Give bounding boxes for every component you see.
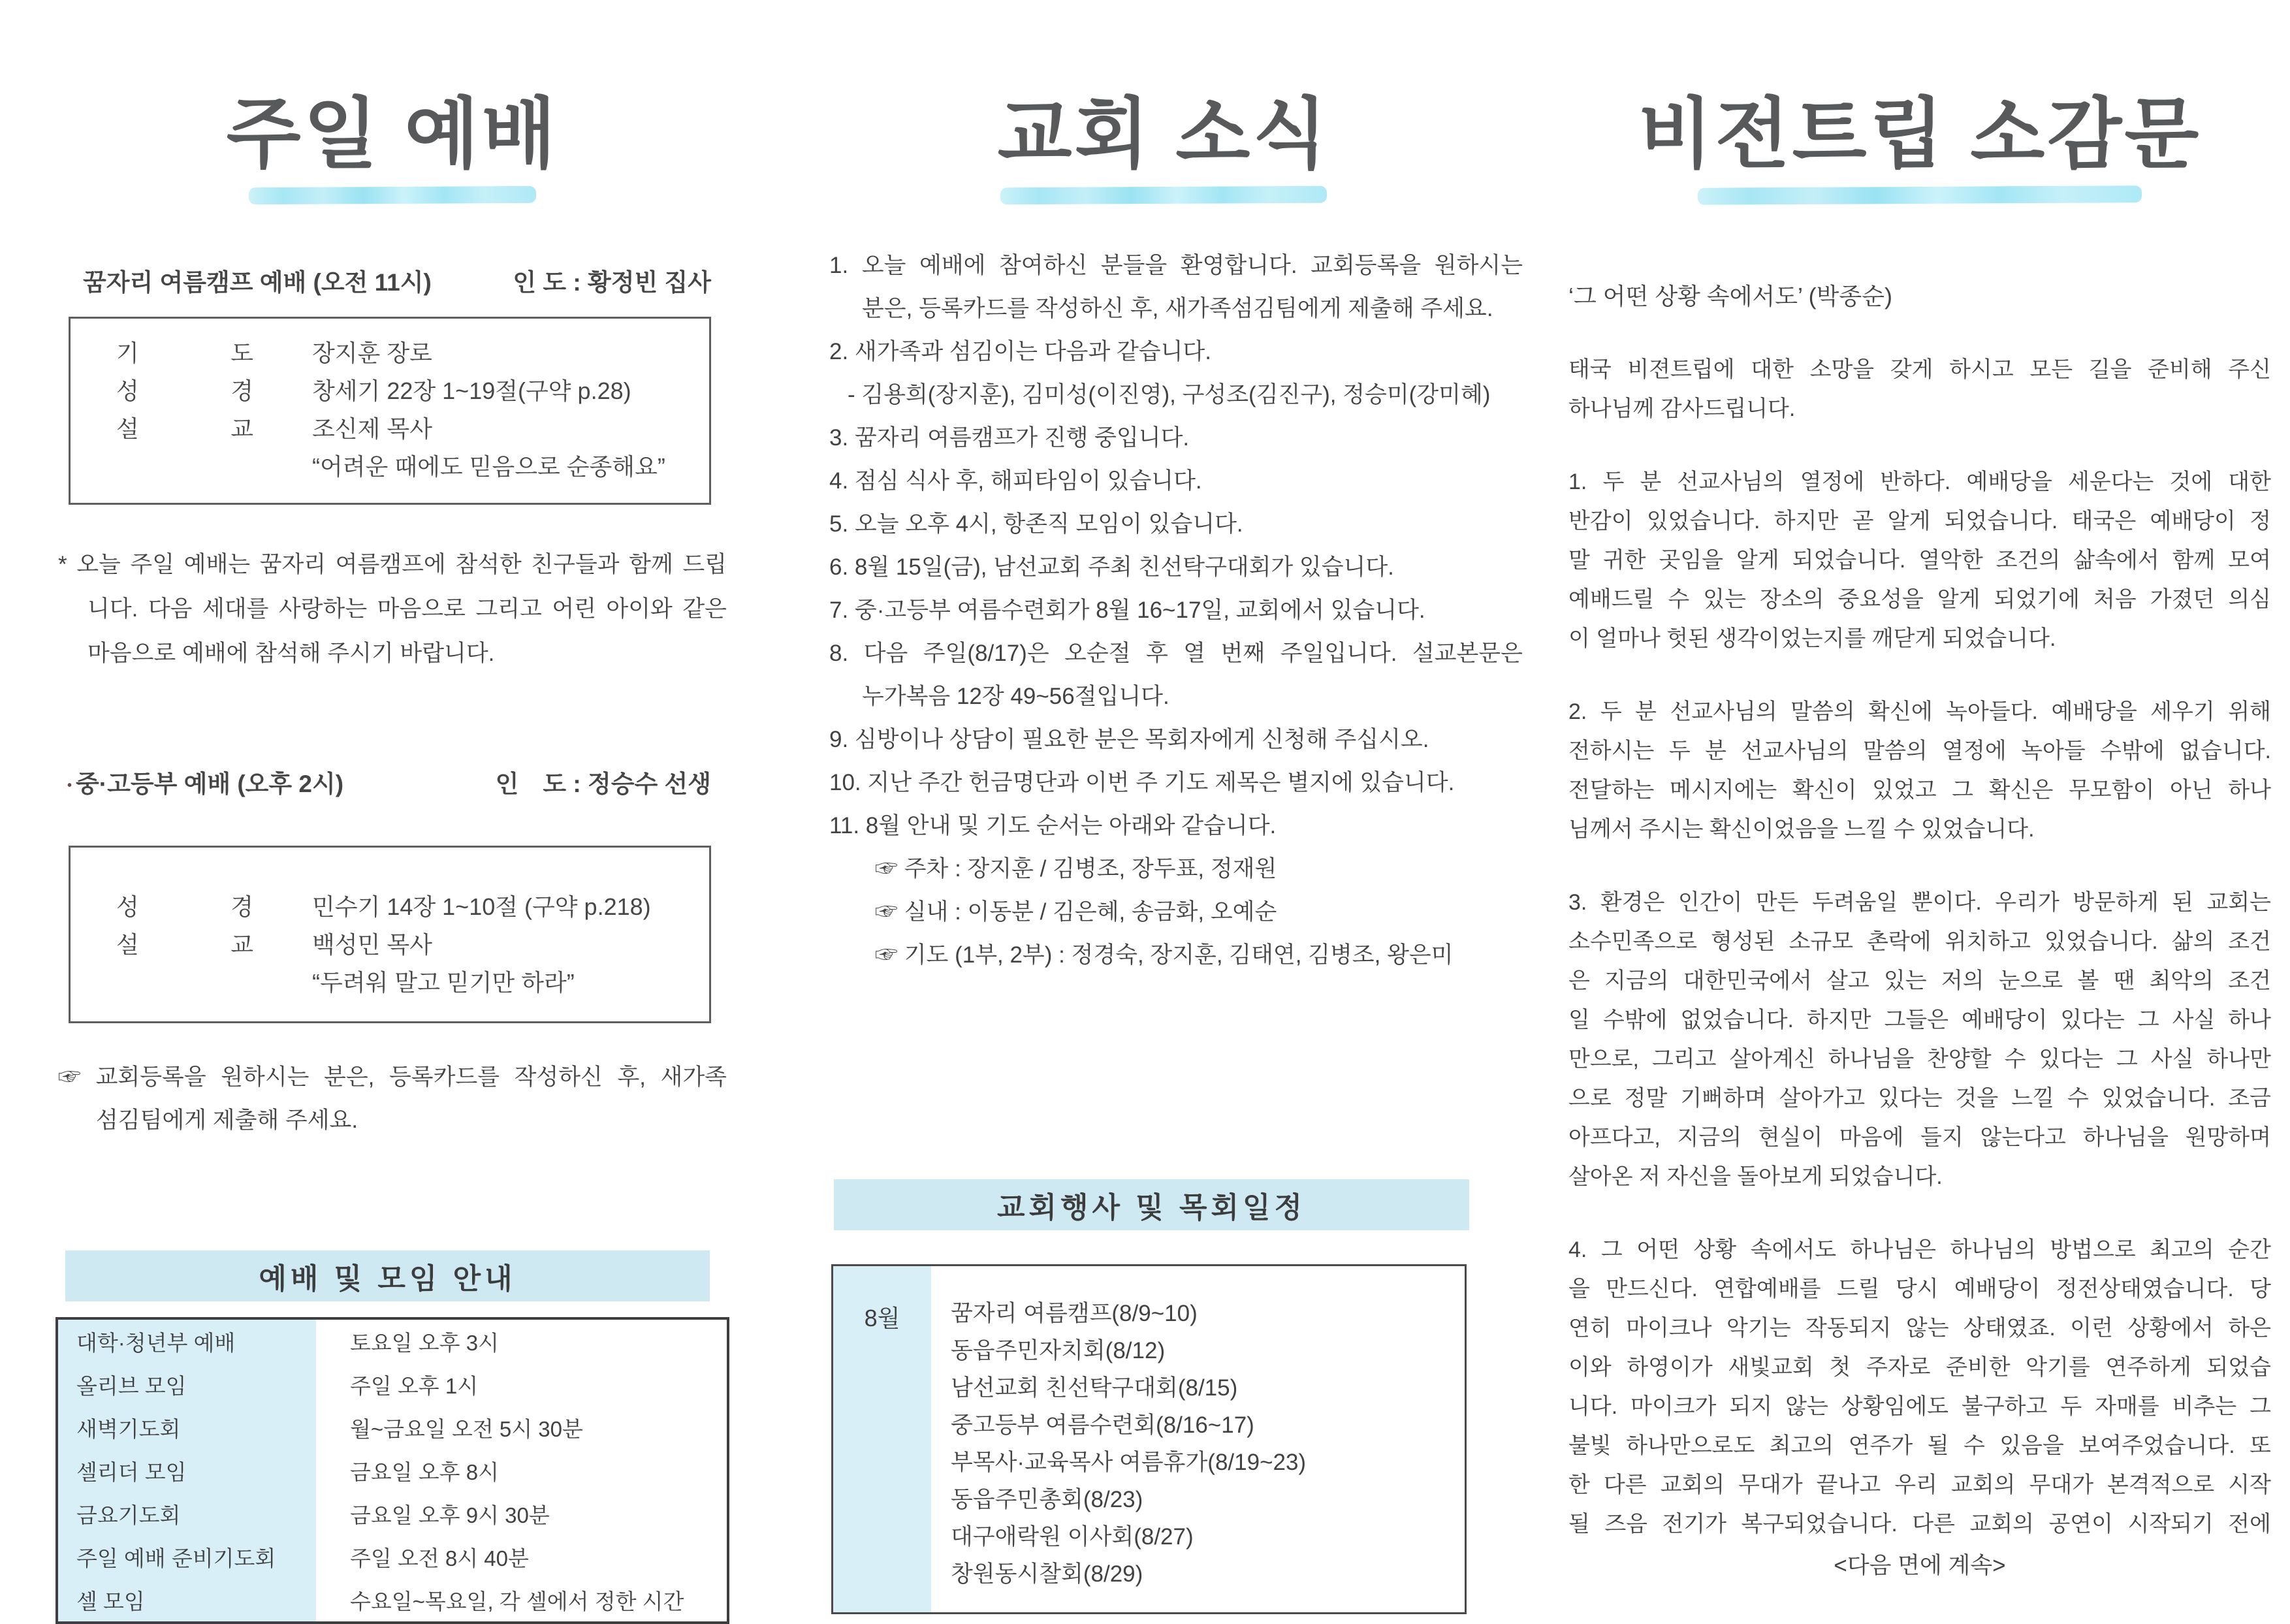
table-row bbox=[58, 1363, 727, 1406]
order-row-sermon-title bbox=[116, 448, 697, 486]
service2-header bbox=[56, 767, 729, 803]
bullet-icon: • bbox=[67, 778, 72, 793]
meeting-time: 주일 오전 8시 40분 bbox=[350, 1546, 529, 1570]
page-title-sunday-worship: 주일 예배 bbox=[226, 91, 559, 178]
essay-line: 아프다고, 지금의 현실이 마음에 들지 않는다고 하나님을 원망하며 bbox=[1568, 1125, 2271, 1151]
news-item: 6. 8월 15일(금), 남선교회 주최 친선탁구대회가 있습니다. bbox=[829, 554, 1394, 581]
note-line: 니다. 다음 세대를 사랑하는 마음으로 그리고 어린 아이와 같은 bbox=[87, 596, 727, 622]
essay-line: 님께서 주시는 확신이었음을 느낄 수 있었습니다. bbox=[1568, 817, 2035, 842]
table-row bbox=[58, 1320, 727, 1363]
service1-header bbox=[56, 266, 729, 300]
meeting-time: 월~금요일 오전 5시 30분 bbox=[350, 1416, 583, 1441]
schedule-header-bar: 교회행사 및 목회일정 bbox=[834, 1179, 1469, 1230]
news-item: 4. 점심 식사 후, 해피타임이 있습니다. bbox=[829, 468, 1202, 494]
schedule-event: 동읍주민총회(8/23) bbox=[951, 1487, 1143, 1513]
essay-line: 태국 비젼트립에 대한 소망을 갖게 하시고 모든 길을 준비해 주신 bbox=[1568, 357, 2271, 383]
column-church-news bbox=[804, 0, 1523, 1620]
sermon-title: “어려운 때에도 믿음으로 순종해요” bbox=[312, 453, 665, 481]
essay-line: 말 귀한 곳임을 알게 되었습니다. 열악한 조건의 삶속에서 함께 모여 bbox=[1568, 548, 2271, 573]
order-value: 조신제 목사 bbox=[312, 415, 432, 443]
news-item: 5. 오늘 오후 4시, 항존직 모임이 있습니다. bbox=[829, 511, 1243, 537]
news-item: 10. 지난 주간 헌금명단과 이번 주 기도 제목은 별지에 있습니다. bbox=[829, 770, 1455, 796]
essay-line: 하나님께 감사드립니다. bbox=[1568, 396, 1796, 422]
schedule-event: 대구애락원 이사회(8/27) bbox=[951, 1524, 1194, 1550]
news-list bbox=[804, 244, 1523, 977]
meeting-name: 올리브 모임 bbox=[58, 1363, 316, 1406]
news-hand-item: ☞ 기도 (1부, 2부) : 정경숙, 장지훈, 김태연, 김병조, 왕은미 bbox=[875, 942, 1454, 968]
order-row-sermon-title bbox=[116, 964, 697, 1002]
meeting-time: 주일 오후 1시 bbox=[350, 1373, 479, 1398]
news-item: 2. 새가족과 섬김이는 다음과 같습니다. bbox=[829, 339, 1211, 365]
table-row bbox=[58, 1578, 727, 1621]
order-value: 장지훈 장로 bbox=[312, 340, 432, 367]
news-subitem: - 김용희(장지훈), 김미성(이진영), 구성조(김진구), 정승미(강미혜) bbox=[848, 382, 1491, 408]
registration-line: 섬김팀에게 제출해 주세요. bbox=[96, 1107, 358, 1134]
order-label bbox=[116, 964, 253, 1002]
essay-paragraph-3 bbox=[1568, 883, 2271, 1196]
meeting-name: 주일 예배 준비기도회 bbox=[58, 1535, 316, 1578]
order-value: 창세기 22장 1~19절(구약 p.28) bbox=[312, 377, 631, 405]
essay-paragraph-intro bbox=[1568, 350, 2271, 428]
essay-line: 소수민족으로 형성된 소규모 촌락에 위치하고 있었습니다. 삶의 조건 bbox=[1568, 929, 2271, 955]
essay-line: 살아온 저 자신을 돌아보게 되었습니다. bbox=[1568, 1164, 1943, 1190]
news-item: 3. 꿈자리 여름캠프가 진행 중입니다. bbox=[829, 425, 1190, 451]
schedule-event: 동읍주민자치회(8/12) bbox=[951, 1338, 1166, 1364]
schedule-table bbox=[831, 1264, 1467, 1614]
news-item: 7. 중·고등부 여름수련회가 8월 16~17일, 교회에서 있습니다. bbox=[829, 597, 1425, 624]
schedule-event: 창원동시찰회(8/29) bbox=[951, 1561, 1143, 1587]
page-title-church-news: 교회 소식 bbox=[997, 91, 1330, 178]
order-row bbox=[116, 334, 697, 372]
meeting-guide-table bbox=[56, 1317, 729, 1624]
news-hand-item: ☞ 주차 : 장지훈 / 김병조, 장두표, 정재원 bbox=[875, 856, 1277, 882]
meeting-time: 토요일 오후 3시 bbox=[350, 1330, 499, 1355]
order-label: 기 도 bbox=[116, 340, 253, 367]
schedule-event: 꿈자리 여름캠프(8/9~10) bbox=[951, 1301, 1198, 1327]
meeting-name: 셀리더 모임 bbox=[58, 1449, 316, 1492]
essay-line: 될 즈음 전기가 복구되었습니다. 다른 교회의 공연이 시작되기 전에 bbox=[1568, 1512, 2271, 1537]
essay-line: 4. 그 어떤 상황 속에서도 하나님은 하나님의 방법으로 최고의 순간 bbox=[1568, 1237, 2271, 1263]
news-item-continued: 분은, 등록카드를 작성하신 후, 새가족섬김팀에게 제출해 주세요. bbox=[862, 296, 1493, 322]
essay-line: 으로 정말 기뻐하며 살아가고 있다는 것을 느낄 수 있었습니다. 조금 bbox=[1568, 1086, 2271, 1111]
service1-order-box bbox=[69, 317, 711, 505]
news-item: 8. 다음 주일(8/17)은 오순절 후 열 번째 주일입니다. 설교본문은 bbox=[829, 641, 1523, 667]
essay-line: 3. 환경은 인간이 만든 두려움일 뿐이다. 우리가 방문하게 된 교회는 bbox=[1568, 890, 2271, 915]
news-item: 9. 심방이나 상담이 필요한 분은 목회자에게 신청해 주십시오. bbox=[829, 727, 1429, 753]
essay-line: 연히 마이크나 악기는 작동되지 않는 상태였죠. 이런 상황에서 하은 bbox=[1568, 1316, 2271, 1341]
order-row bbox=[116, 926, 697, 964]
essay-line: 불빛 하나만으로도 최고의 연주가 될 수 있음을 보여주었습니다. 또 bbox=[1568, 1433, 2271, 1459]
schedule-events bbox=[931, 1266, 1312, 1612]
essay-line: 반감이 있었습니다. 하지만 곧 알게 되었습니다. 태국은 예배당이 정 bbox=[1568, 509, 2271, 534]
order-value: 민수기 14장 1~10절 (구약 p.218) bbox=[312, 893, 651, 921]
essay-line: 니다. 마이크가 되지 않는 상황임에도 불구하고 두 자매를 비추는 그 bbox=[1568, 1394, 2271, 1420]
essay-paragraph-1 bbox=[1568, 462, 2271, 658]
essay-line: 이 얼마나 헛된 생각이었는지를 깨닫게 되었습니다. bbox=[1568, 626, 2056, 652]
service2-name: • 중·고등부 예배 (오후 2시) bbox=[67, 771, 344, 798]
essay-line: 예배드릴 수 있는 장소의 중요성을 알게 되었기에 처음 가졌던 의심 bbox=[1568, 587, 2271, 613]
order-label: 성 경 bbox=[116, 377, 253, 405]
essay-line: 전달하는 메시지에는 확신이 있었고 그 확신은 무모함이 아닌 하나 bbox=[1568, 778, 2271, 803]
news-item-continued: 누가복음 12장 49~56절입니다. bbox=[862, 684, 1169, 710]
essay-line: 1. 두 분 선교사님의 열정에 반하다. 예배당을 세운다는 것에 대한 bbox=[1568, 470, 2271, 495]
meeting-name: 대학·청년부 예배 bbox=[58, 1320, 316, 1363]
news-hand-item: ☞ 실내 : 이동분 / 김은혜, 송금화, 오예순 bbox=[875, 899, 1277, 925]
order-row bbox=[116, 888, 697, 926]
table-row bbox=[58, 1535, 727, 1578]
table-row bbox=[58, 1449, 727, 1492]
page-title-visiontrip: 비전트립 소감문 bbox=[1638, 91, 2202, 178]
table-row bbox=[58, 1492, 727, 1535]
service2-order-box bbox=[69, 846, 711, 1023]
title-underline-scribble bbox=[1000, 186, 1327, 205]
service1-name: 꿈자리 여름캠프 예배 (오전 11시) bbox=[83, 269, 432, 296]
continued-next-page-note: <다음 면에 계속> bbox=[1834, 1553, 2006, 1579]
essay-paragraph-4 bbox=[1568, 1230, 2271, 1544]
order-label: 설 교 bbox=[116, 931, 253, 959]
service2-leader: 인 도 : 정승수 선생 bbox=[495, 771, 711, 798]
worship-note bbox=[58, 543, 727, 676]
news-item: 1. 오늘 예배에 참여하신 분들을 환영합니다. 교회등록을 원하시는 bbox=[829, 253, 1523, 279]
sermon-title: “두려워 말고 믿기만 하라” bbox=[312, 969, 575, 996]
guide-header-bar: 예배 및 모임 안내 bbox=[65, 1250, 710, 1301]
schedule-event: 부목사·교육목사 여름휴가(8/19~23) bbox=[951, 1450, 1307, 1476]
order-value: 백성민 목사 bbox=[312, 931, 432, 959]
essay-line: 전하시는 두 분 선교사님의 말씀의 열정에 녹아들 수밖에 없습니다. bbox=[1568, 739, 2271, 764]
meeting-time: 금요일 오후 8시 bbox=[350, 1459, 499, 1484]
essay-line: 이와 하영이가 새빛교회 첫 주자로 준비한 악기를 연주하게 되었습 bbox=[1568, 1355, 2271, 1380]
essay-line: 만으로, 그리고 살아계신 하나님을 찬양할 수 있다는 그 사실 하나만 bbox=[1568, 1047, 2271, 1072]
service1-leader: 인 도 : 황정빈 집사 bbox=[513, 269, 711, 296]
meeting-time: 금요일 오후 9시 30분 bbox=[350, 1503, 550, 1527]
order-label: 성 경 bbox=[116, 893, 253, 921]
registration-line: ☞ 교회등록을 원하시는 분은, 등록카드를 작성하신 후, 새가족 bbox=[58, 1064, 727, 1091]
schedule-event: 중고등부 여름수련회(8/16~17) bbox=[951, 1412, 1254, 1439]
meeting-name: 셀 모임 bbox=[58, 1578, 316, 1621]
order-label: 설 교 bbox=[116, 415, 253, 443]
order-row bbox=[116, 372, 697, 410]
schedule-event: 남선교회 친선탁구대회(8/15) bbox=[951, 1375, 1238, 1401]
schedule-month-cell: 8월 bbox=[833, 1266, 931, 1612]
column-visiontrip-essay bbox=[1568, 0, 2271, 1620]
order-label bbox=[116, 448, 253, 486]
registration-note bbox=[58, 1056, 727, 1142]
column-sunday-worship bbox=[56, 0, 729, 1620]
meeting-time: 수요일~목요일, 각 셀에서 정한 시간 bbox=[350, 1589, 684, 1614]
essay-subtitle: ‘그 어떤 상황 속에서도’ (박종순) bbox=[1568, 283, 1892, 310]
table-row bbox=[58, 1406, 727, 1449]
essay-paragraph-2 bbox=[1568, 692, 2271, 849]
title-underline-scribble bbox=[1698, 185, 2142, 205]
note-line: 마음으로 예배에 참석해 주시기 바랍니다. bbox=[87, 641, 495, 667]
essay-line: 한 다른 교회의 무대가 끝나고 우리 교회의 무대가 본격적으로 시작 bbox=[1568, 1473, 2271, 1498]
essay-line: 일 수밖에 없었습니다. 하지만 그들은 예배당이 있다는 그 사실 하나 bbox=[1568, 1008, 2271, 1033]
essay-line: 2. 두 분 선교사님의 말씀의 확신에 녹아들다. 예배당을 세우기 위해 bbox=[1568, 699, 2271, 725]
essay-line: 은 지금의 대한민국에서 살고 있는 저의 눈으로 볼 땐 최악의 조건 bbox=[1568, 968, 2271, 994]
news-item: 11. 8월 안내 및 기도 순서는 아래와 같습니다. bbox=[829, 813, 1277, 839]
meeting-name: 금요기도회 bbox=[58, 1492, 316, 1535]
note-line: * 오늘 주일 예배는 꿈자리 여름캠프에 참석한 친구들과 함께 드립 bbox=[58, 552, 727, 578]
order-row bbox=[116, 410, 697, 448]
meeting-name: 새벽기도회 bbox=[58, 1406, 316, 1449]
title-underline-scribble bbox=[249, 186, 536, 204]
essay-line: 을 만드신다. 연합예배를 드릴 당시 예배당이 정전상태였습니다. 당 bbox=[1568, 1277, 2271, 1302]
